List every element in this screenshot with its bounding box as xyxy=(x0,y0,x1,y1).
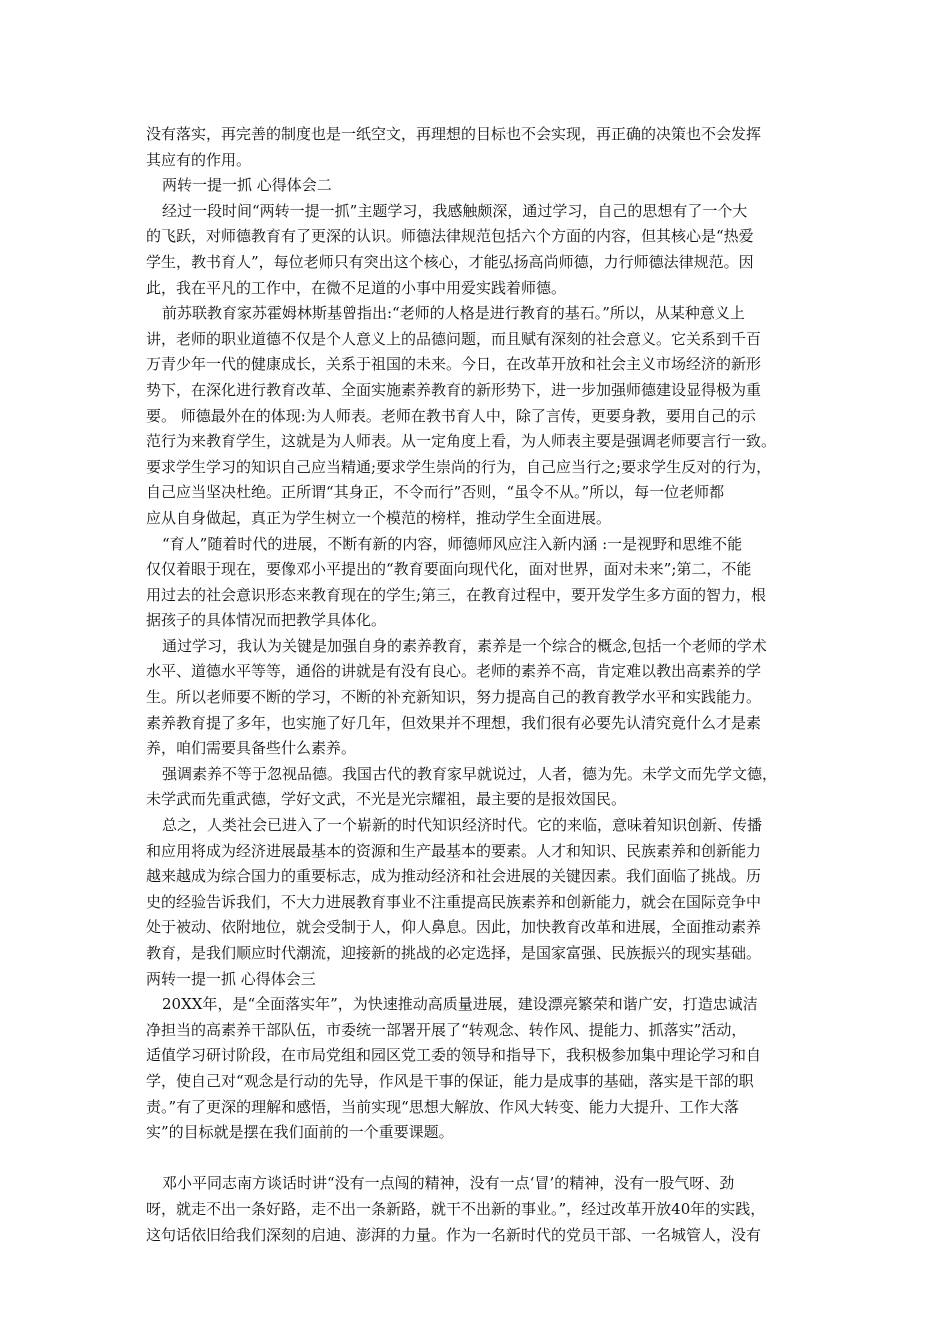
text-line: 总之，人类社会已进入了一个崭新的时代知识经济时代。它的来临，意味着知识创新、传播 xyxy=(162,816,763,835)
blank-line xyxy=(146,1146,811,1172)
text-line: 用过去的社会意识形态来教育现在的学生;第三，在教育过程中，要开发学生多方面的智力，根 xyxy=(146,585,767,604)
text-line: 前苏联教育家苏霍姆林斯基曾指出:“老师的人格是进行教育的基石。”所以，从某种意义上 xyxy=(162,304,745,323)
text-line: 教育，是我们顺应时代潮流，迎接新的挑战的必定选择，是国家富强、民族振兴的现实基础。 xyxy=(146,944,762,962)
text-line: 20XX年，是“全面落实年”，为快速推动高质量进展，建设漂亮繁荣和谐广安，打造忠诚洁 xyxy=(162,995,758,1014)
text-line: 的飞跃，对师德教育有了更深的认识。师德法律规范包括六个方面的内容，但其核心是“热爱 xyxy=(146,227,754,246)
text-line: 实”的目标就是摆在我们面前的一个重要课题。 xyxy=(146,1123,454,1142)
text-line: 学，使自己对“观念是行动的先导，作风是干事的保证，能力是成事的基础，落实是干部的职 xyxy=(146,1071,754,1090)
text-line: 处于被动、依附地位，就会受制于人，仰人鼻息。因此，加快教育改革和进展，全面推动素养 xyxy=(146,918,762,937)
text-line: 其应有的作用。 xyxy=(146,150,252,169)
text-line: 适值学习研讨阶段，在市局党组和园区党工委的领导和指导下，我积极参加集中理论学习和自 xyxy=(146,1046,762,1065)
text-line: 此，我在平凡的工作中，在微不足道的小事中用爱实践着师德。 xyxy=(146,278,567,297)
text-line: 生。所以老师要不断的学习，不断的补充新知识，努力提高自己的教育教学水平和实践能力。 xyxy=(146,688,762,707)
text-line: 通过学习，我认为关键是加强自身的素养教育，素养是一个综合的概念,包括一个老师的学术 xyxy=(162,636,767,655)
text-line: 据孩子的具体情况而把教学具体化。 xyxy=(146,611,387,630)
text-line: 仅仅着眼于现在，要像邓小平提出的“教育要面向现代化，面对世界，面对未来”;第二，不能 xyxy=(146,560,752,579)
text-line: 势下，在深化进行教育改革、全面实施素养教育的新形势下，进一步加强师德建设显得极为重 xyxy=(146,380,762,399)
text-line: 邓小平同志南方谈话时讲“没有一点闯的精神，没有一点‘冒’的精神，没有一股气呀、劲 xyxy=(162,1174,735,1193)
text-line: 要。 师德最外在的体现:为人师表。老师在教书育人中，除了言传，更要身教，要用自己的示 xyxy=(146,406,756,425)
text-line: 应从自身做起，真正为学生树立一个模范的榜样，推动学生全面进展。 xyxy=(146,508,612,527)
text-line: 要求学生学习的知识自己应当精通;要求学生崇尚的行为，自己应当行之;要求学生反对的行为， xyxy=(146,457,772,476)
text-line: 养，咱们需要具备些什么素养。 xyxy=(146,739,357,758)
text-line: 和应用将成为经济进展最基本的资源和生产最基本的要素。人才和知识、民族素养和创新能力 xyxy=(146,841,762,860)
text-line: 未学武而先重武德，学好文武，不光是光宗耀祖，最主要的是报效国民。 xyxy=(146,790,627,809)
text-line: 责。”有了更深的理解和感悟，当前实现“思想大解放、作风大转变、能力大提升、工作大落 xyxy=(146,1097,739,1116)
text-line: 呀，就走不出一条好路，走不出一条新路，就干不出新的事业。”，经过改革开放40年的实践， xyxy=(146,1199,766,1218)
text-line: 净担当的高素养干部队伍，市委统一部署开展了“转观念、转作风、提能力、抓落实”活动， xyxy=(146,1020,747,1039)
section-heading: 两转一提一抓 心得体会二 xyxy=(162,176,332,195)
text-line: 讲，老师的职业道德不仅是个人意义上的品德问题，而且赋有深刻的社会意义。它关系到千百 xyxy=(146,329,762,348)
text-line: 经过一段时间“两转一提一抓”主题学习，我感触颇深，通过学习，自己的思想有了一个大 xyxy=(162,201,748,220)
text-line: 学生，教书育人”，每位老师只有突出这个核心，才能弘扬高尚师德，力行师德法律规范。因 xyxy=(146,252,754,271)
text-line: 没有落实，再完善的制度也是一纸空文，再理想的目标也不会实现，再正确的决策也不会发挥 xyxy=(146,125,762,143)
text-line: 越来越成为综合国力的重要标志，成为推动经济和社会进展的关键因素。我们面临了挑战。历 xyxy=(146,867,762,886)
text-line: 范行为来教育学生，这就是为人师表。从一定角度上看，为人师表主要是强调老师要言行一致。 xyxy=(146,432,777,451)
text-line: 这句话依旧给我们深刻的启迪、澎湃的力量。作为一名新时代的党员干部、一名城管人，没有 xyxy=(146,1225,762,1244)
text-line: 史的经验告诉我们，不大力进展教育事业不注重提高民族素养和创新能力，就会在国际竞争中 xyxy=(146,892,762,911)
document-body xyxy=(146,122,811,1248)
section-heading: 两转一提一抓 心得体会三 xyxy=(146,969,316,988)
text-line: “育人”随着时代的进展，不断有新的内容，师德师风应注入新内涵 :一是视野和思维不能 xyxy=(162,534,743,553)
text-line: 万青少年一代的健康成长，关系于祖国的未来。今日，在改革开放和社会主义市场经济的新形 xyxy=(146,355,762,374)
text-line: 强调素养不等于忽视品德。我国古代的教育家早就说过，人者，德为先。未学文而先学文德， xyxy=(162,764,778,783)
text-line: 素养教育提了多年，也实施了好几年，但效果并不理想，我们很有必要先认清究竟什么才是素 xyxy=(146,713,762,732)
text-line: 水平、道德水平等等，通俗的讲就是有没有良心。老师的素养不高，肯定难以教出高素养的学 xyxy=(146,662,762,681)
text-line: 自己应当坚决杜绝。正所谓“其身正，不令而行”否则，“虽令不从。”所以，每一位老师都 xyxy=(146,483,725,502)
